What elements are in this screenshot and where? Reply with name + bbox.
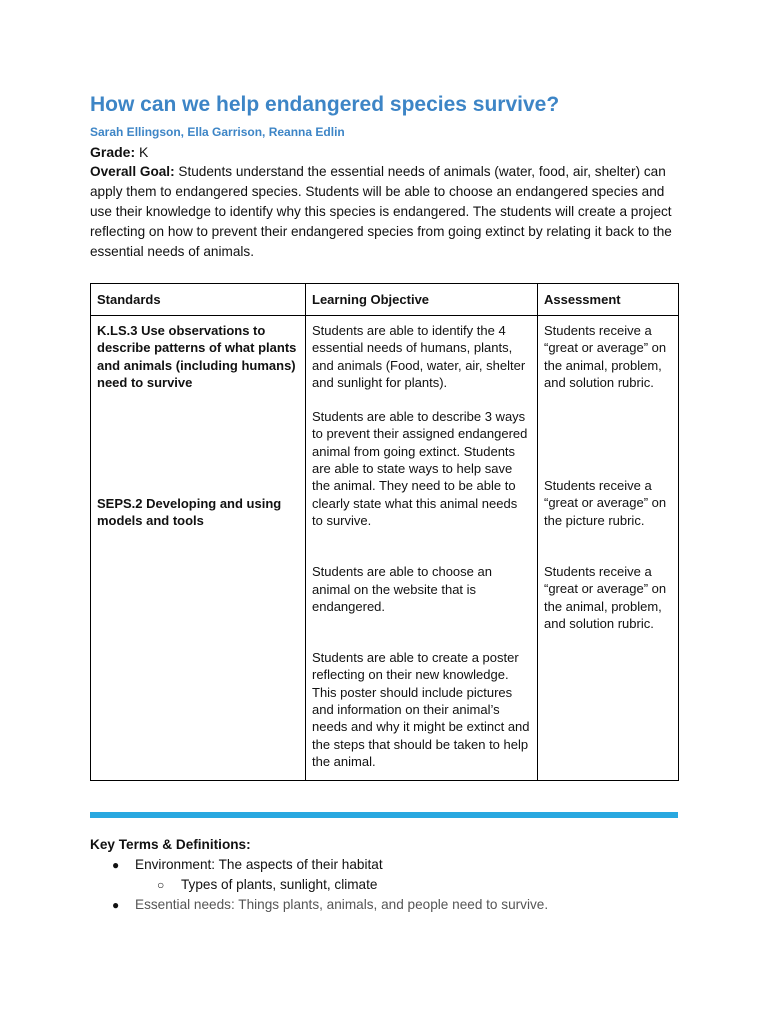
assessments-cell — [538, 316, 679, 781]
authors: Sarah Ellingson, Ella Garrison, Reanna Edlin — [90, 125, 345, 139]
key-term-environment: Environment: The aspects of their habitat — [135, 857, 383, 872]
header-learning-objective: Learning Objective — [306, 284, 538, 316]
overall-goal-label: Overall Goal: — [90, 164, 175, 179]
spacer — [544, 529, 672, 563]
bullet-filled-icon: ● — [112, 898, 120, 912]
objective-3: Students are able to choose an animal on the website that is endangered. — [312, 564, 492, 614]
standard-kls3: K.LS.3 Use observations to describe patterns of what plants and animals (including humans) need to survive — [97, 323, 297, 390]
spacer — [312, 632, 531, 649]
objective-4: Students are able to create a poster reflecting on their new knowledge. This poster should include pictures and information on their animal’s needs and why it might be extinct and the steps that should be taken to help the animal. — [312, 650, 530, 769]
spacer — [97, 391, 299, 495]
bullet-hollow-icon: ○ — [157, 878, 165, 892]
assessment-1: Students receive a “great or average” on the animal, problem, and solution rubric. — [544, 323, 667, 390]
spacer — [312, 529, 531, 546]
key-term-essential-needs: Essential needs: Things plants, animals, and people need to survive. — [135, 897, 549, 912]
header-standards: Standards — [91, 284, 306, 316]
assessment-2: Students receive a “great or average” on the picture rubric. — [544, 478, 667, 528]
key-terms-title: Key Terms & Definitions: — [90, 837, 251, 852]
spacer — [312, 391, 531, 408]
spacer — [544, 391, 672, 477]
assessment-3: Students receive a “great or average” on the animal, problem, and solution rubric. — [544, 564, 667, 631]
key-term-environment-detail: Types of plants, sunlight, climate — [181, 877, 378, 892]
table-row — [91, 316, 679, 781]
section-divider — [90, 812, 678, 818]
header-assessment: Assessment — [538, 284, 679, 316]
page-title: How can we help endangered species survive? — [90, 93, 560, 116]
standards-cell — [91, 316, 306, 781]
standard-seps2: SEPS.2 Developing and using models and tools — [97, 496, 282, 529]
objective-2: Students are able to describe 3 ways to prevent their assigned endangered animal from going extinct. Students are able to state ways to help save the animal. They need to be able to clearly state what this animal needs to survive. — [312, 409, 528, 528]
bullet-filled-icon: ● — [112, 858, 120, 872]
objectives-cell — [306, 316, 538, 781]
overall-goal — [90, 162, 682, 262]
lesson-table — [90, 283, 679, 781]
spacer — [312, 615, 531, 632]
table-header-row — [91, 284, 679, 316]
grade-label: Grade: — [90, 144, 136, 160]
spacer — [312, 546, 531, 563]
grade-value: K — [139, 144, 149, 160]
grade-line — [90, 144, 148, 160]
overall-goal-text: Students understand the essential needs of animals (water, food, air, shelter) can apply them to endangered species. Students will be able to choose an endangered species and use their knowledge to identify why this species is endangered. The students will create a project reflecting on how to prevent their endangered species from going extinct by relating it back to the essential needs of animals. — [90, 164, 672, 259]
objective-1: Students are able to identify the 4 essential needs of humans, plants, and animals (Food, water, air, shelter and sunlight for plants). — [312, 323, 526, 390]
